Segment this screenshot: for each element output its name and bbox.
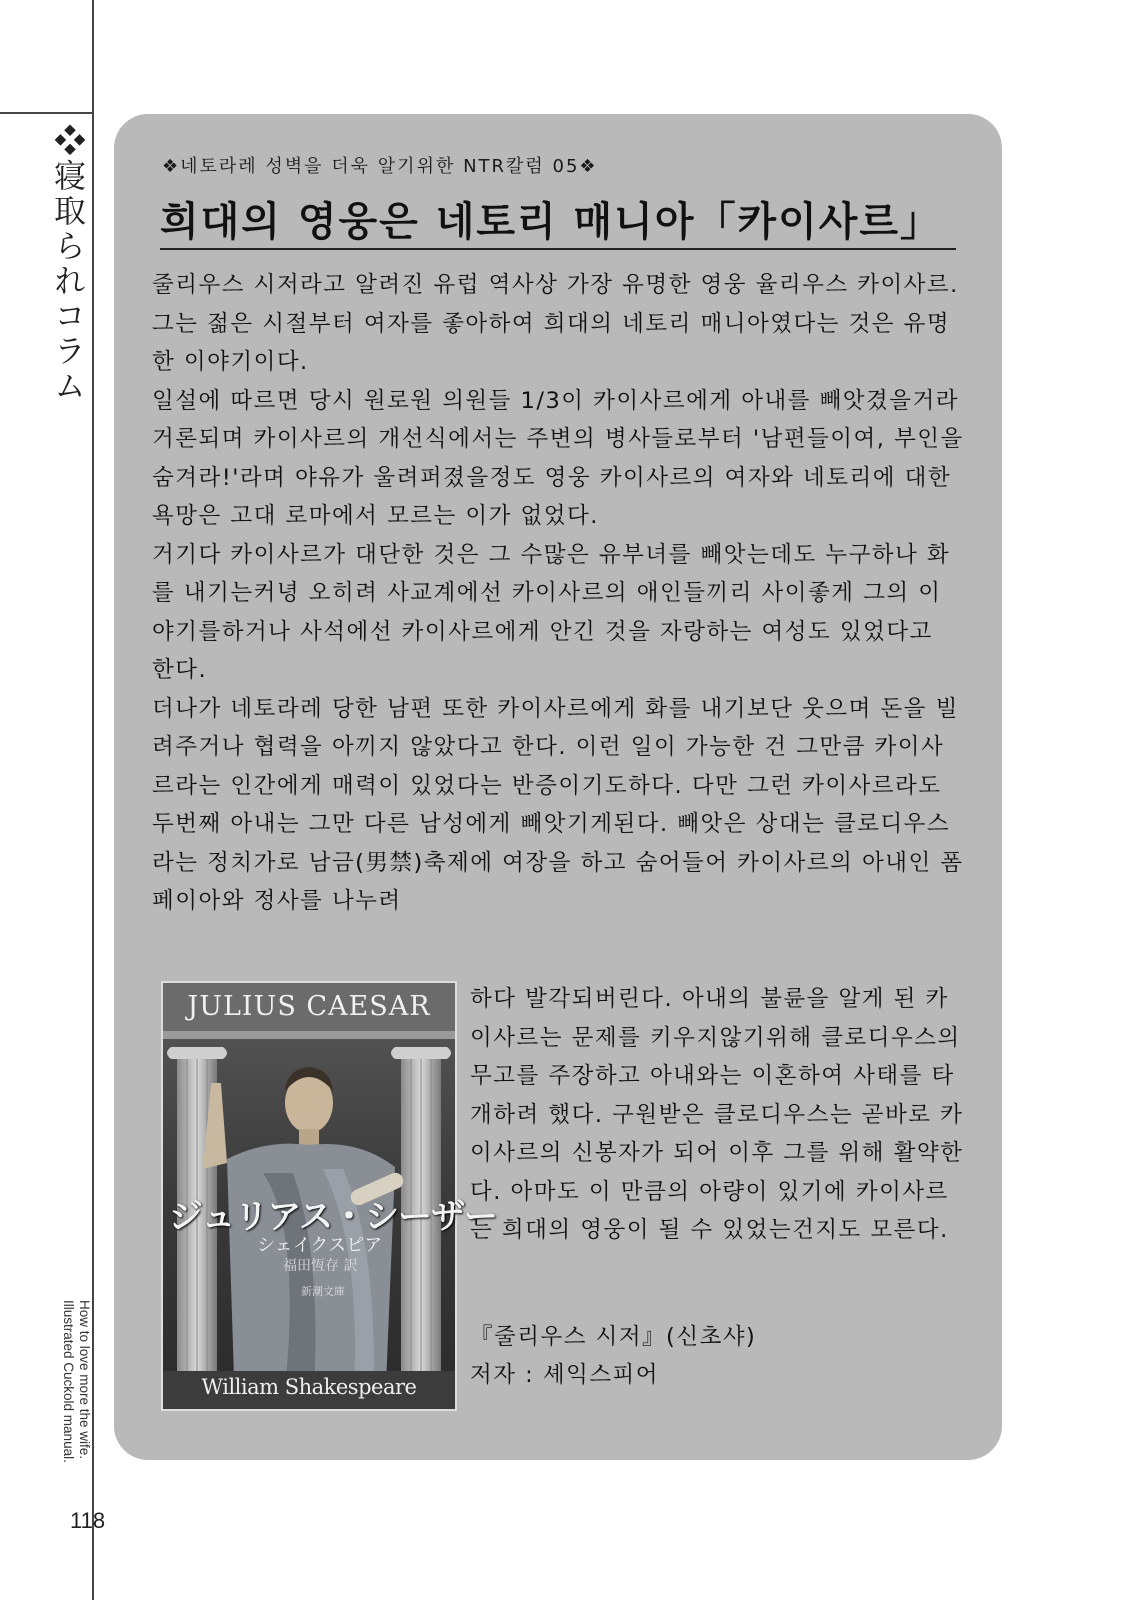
book-cover-image — [161, 981, 497, 1411]
sidebar-english — [52, 1300, 92, 1485]
cover-author-english: William Shakespeare — [201, 1375, 417, 1399]
column-body — [152, 266, 964, 921]
caption-author: 저자 : 셰익스피어 — [470, 1362, 660, 1388]
page-number: 118 — [70, 1508, 106, 1533]
book-caption — [470, 1318, 960, 1394]
sidebar-english-line1: How to love more the wife. — [77, 1300, 92, 1460]
body-paragraph: 일설에 따르면 당시 원로원 의원들 1/3이 카이사르에게 아내를 빼앗겼을거라 거론되며 카이사르의 개선식에서는 주변의 병사들로부터 '남편들이여, 부인을 숨겨라!'라며 야유가 울려퍼졌을정도 영웅 카이사르의 여자와 네토리에 대한 욕망은 고대 로마에서 모르는 이가 없었다. — [152, 387, 964, 529]
sidebar-english-line2: Illustrated Cuckold manual. — [61, 1300, 76, 1463]
body-paragraph: 하다 발각되버린다. 아내의 불륜을 알게 된 카이사르는 문제를 키우지않기위해 클로디우스의 무고를 주장하고 아내와는 이혼하여 사태를 타개하려 했다. 구원받은 클로디우스는 곧바로 카이사르의 신봉자가 되어 이후 그를 위해 활약한다. 아마도 이 만큼의 아량이 있기에 카이사르는 희대의 영웅이 될 수 있었는건지도 모른다. — [470, 986, 964, 1243]
cover-translator: 福田恆存 訳 — [283, 1258, 358, 1274]
cover-publisher: 新潮文庫 — [301, 1285, 345, 1298]
column-kicker: ❖네토라레 성벽을 더욱 알기위한 NTR칼럼 05❖ — [162, 156, 598, 177]
cover-title-japanese: ジュリアス・シーザー — [169, 1197, 497, 1237]
body-paragraph: 줄리우스 시저라고 알려진 유럽 역사상 가장 유명한 영웅 율리우스 카이사르. 그는 젊은 시절부터 여자를 좋아하여 희대의 네토리 매니아였다는 것은 유명한 이야기이다. — [152, 272, 959, 375]
column-body-wrapped — [470, 980, 970, 1250]
column-headline: 희대의 영웅은 네토리 매니아「카이사르」 — [160, 199, 943, 245]
caption-book-title: 『줄리우스 시저』(신초샤) — [470, 1324, 757, 1350]
body-paragraph: 거기다 카이사르가 대단한 것은 그 수많은 유부녀를 빼앗는데도 누구하나 화를 내기는커녕 오히려 사교계에선 카이사르의 애인들끼리 사이좋게 그의 이야기를하거나 사석에선 카이사르에게 안긴 것을 자랑하는 여성도 있었다고 한다. — [152, 541, 951, 683]
cover-title: JULIUS CAESAR — [187, 991, 431, 1022]
cover-author-japanese: シェイクスピア — [257, 1235, 383, 1256]
margin-tick — [0, 112, 93, 114]
sidebar-title: ❖寝取られコラム — [49, 124, 87, 404]
headline-underline — [160, 248, 956, 250]
margin-rule — [92, 0, 94, 1600]
body-paragraph: 더나가 네토라레 당한 남편 또한 카이사르에게 화를 내기보단 웃으며 돈을 빌려주거나 협력을 아끼지 않았다고 한다. 이런 일이 가능한 건 그만큼 카이사르라는 인간에게 매력이 있었다는 반증이기도하다. 다만 그런 카이사르라도 두번째 아내는 그만 다른 남성에게 빼앗기게된다. 빼앗은 상대는 클로디우스라는 정치가로 남금(男禁)축제에 여장을 하고 숨어들어 카이사르의 아내인 폼페이아와 정사를 나누려 — [152, 695, 964, 914]
